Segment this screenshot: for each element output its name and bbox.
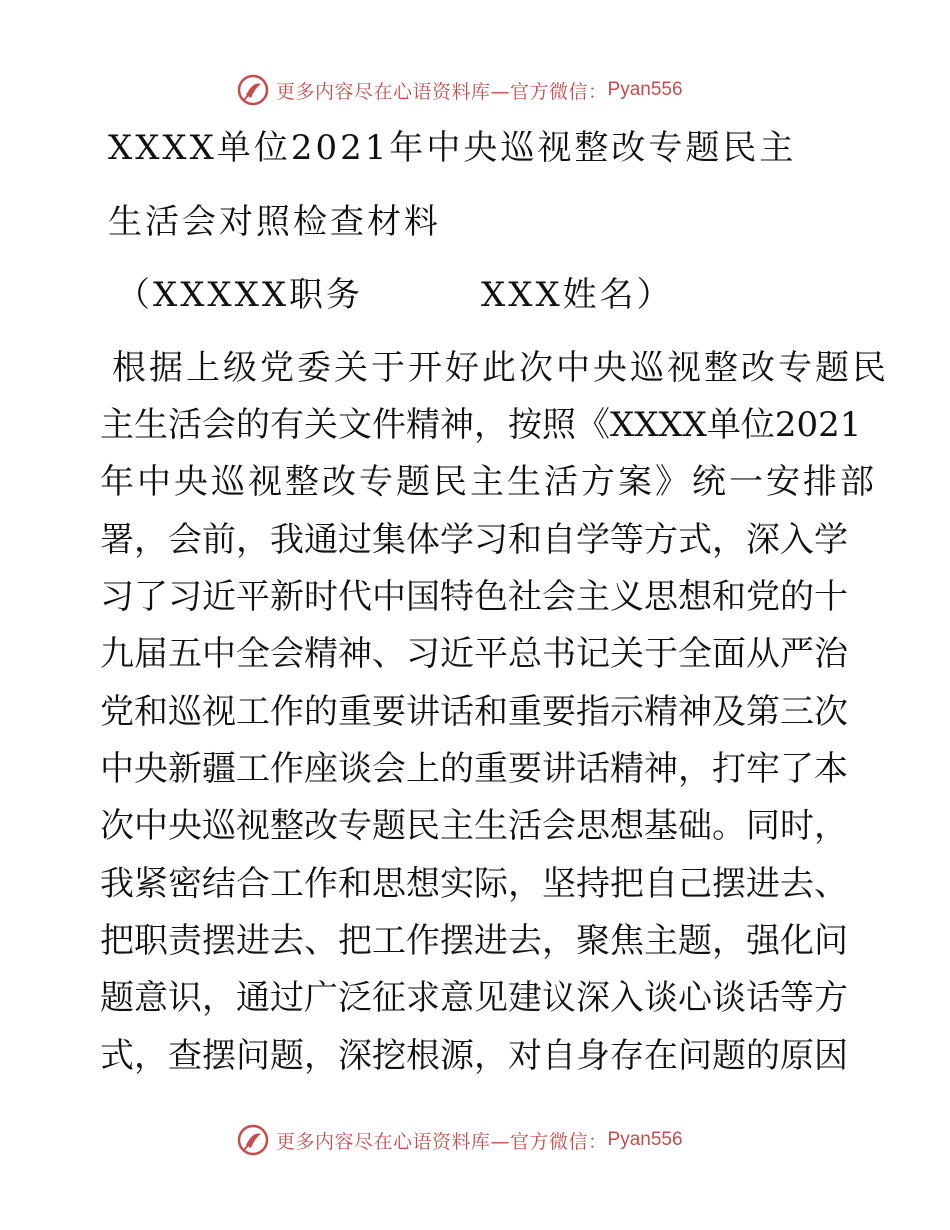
paragraph-line: 题意识，通过广泛征求意见建议深入谈心谈话等方 — [100, 978, 848, 1018]
document-title-line-2: 生活会对照检查材料 — [108, 202, 441, 242]
paragraph-line: 主生活会的有关文件精神，按照《XXXX单位2021 — [100, 405, 862, 445]
document-title-line-1: XXXX单位2021年中央巡视整改专题民主 — [108, 128, 797, 168]
paragraph-line: 习了习近平新时代中国特色社会主义思想和党的十 — [100, 577, 848, 617]
paragraph-line: 署，会前，我通过集体学习和自学等方式，深入学 — [100, 520, 848, 560]
paragraph-line: 九届五中全会精神、习近平总书记关于全面从严治 — [100, 634, 848, 674]
watermark-text: 更多内容尽在心语资料库—官方微信： — [276, 1130, 608, 1153]
paragraph-line: 式，查摆问题，深挖根源，对自身存在问题的原因 — [100, 1036, 848, 1076]
subtitle-name: XXX姓名） — [481, 275, 674, 315]
watermark-wechat-id: Pyan556 — [607, 79, 683, 100]
watermark-header — [236, 72, 683, 108]
library-logo-icon — [236, 73, 270, 107]
paragraph-line: 把职责摆进去、把工作摆进去，聚焦主题，强化问 — [100, 921, 848, 961]
paragraph-line: 年中央巡视整改专题民主生活方案》统一安排部 — [100, 462, 877, 502]
watermark-text: 更多内容尽在心语资料库—官方微信： — [276, 80, 608, 103]
watermark-footer — [236, 1122, 683, 1158]
library-logo-icon — [236, 1123, 270, 1157]
paragraph-line: 次中央巡视整改专题民主生活会思想基础。同时， — [100, 806, 848, 846]
paragraph-line: 我紧密结合工作和思想实际，坚持把自己摆进去、 — [100, 864, 848, 904]
subtitle-position: （XXXXX职务 — [116, 275, 364, 315]
watermark-wechat-id: Pyan556 — [607, 1129, 683, 1150]
paragraph-line: 根据上级党委关于开好此次中央巡视整改专题民 — [112, 348, 889, 388]
paragraph-line: 中央新疆工作座谈会上的重要讲话精神，打牢了本 — [100, 749, 848, 789]
paragraph-line: 党和巡视工作的重要讲话和重要指示精神及第三次 — [100, 692, 848, 732]
document-subtitle — [116, 275, 674, 315]
